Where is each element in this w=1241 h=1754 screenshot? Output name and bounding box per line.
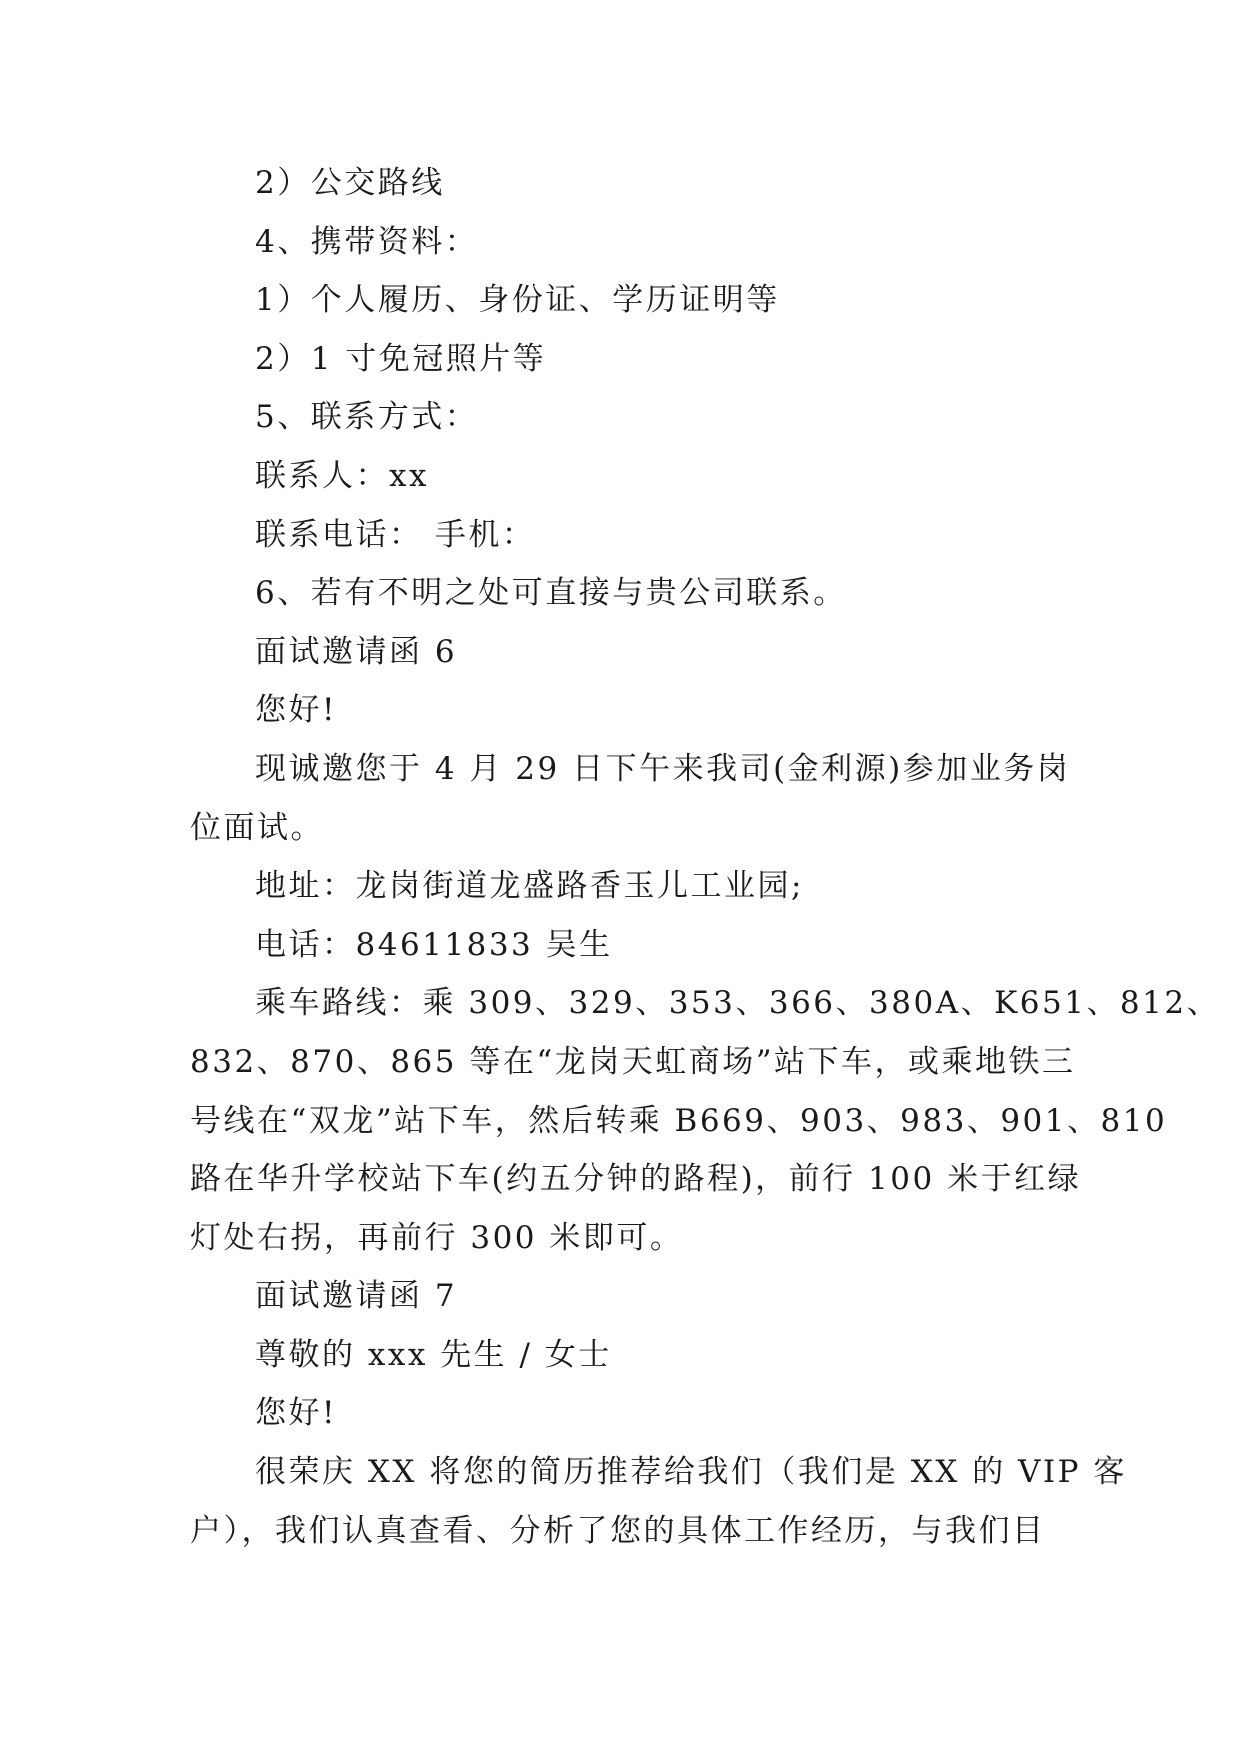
address-line: 地址：龙岗街道龙盛路香玉儿工业园;	[255, 868, 804, 905]
invitation-line-2: 位面试。	[190, 809, 324, 846]
section-heading-materials: 4、携带资料：	[255, 223, 479, 260]
letter-heading-6: 面试邀请函 6	[255, 633, 458, 670]
contact-note: 6、若有不明之处可直接与贵公司联系。	[255, 575, 847, 612]
invitation-line-1: 现诚邀您于 4 月 29 日下午来我司(金利源)参加业务岗	[255, 750, 1071, 787]
greeting-6: 您好!	[255, 692, 337, 729]
route-line-5: 灯处右拐，再前行 300 米即可。	[190, 1219, 684, 1256]
contact-person: 联系人：xx	[255, 457, 429, 494]
letter-7-line-1: 很荣庆 XX 将您的简历推荐给我们（我们是 XX 的 VIP 客	[255, 1454, 1127, 1491]
route-line-4: 路在华升学校站下车(约五分钟的路程)，前行 100 米于红绿	[190, 1161, 1082, 1198]
salutation-7: 尊敬的 xxx 先生 / 女士	[255, 1336, 612, 1373]
materials-item-2: 2）1 寸免冠照片等	[255, 340, 547, 377]
route-line-1: 乘车路线：乘 309、329、353、366、380A、K651、812、	[255, 985, 1221, 1022]
materials-item-1: 1）个人履历、身份证、学历证明等	[255, 282, 780, 319]
route-line-2: 832、870、865 等在“龙岗天虹商场”站下车，或乘地铁三	[190, 1043, 1076, 1080]
route-line-3: 号线在“双龙”站下车，然后转乘 B669、903、983、901、810	[190, 1102, 1168, 1139]
document-body	[190, 154, 1221, 1560]
letter-7-line-2: 户），我们认真查看、分析了您的具体工作经历，与我们目	[190, 1512, 1046, 1549]
section-heading-contact: 5、联系方式：	[255, 399, 479, 436]
bus-route-item: 2）公交路线	[255, 165, 445, 201]
contact-phone: 联系电话： 手机：	[255, 516, 536, 553]
greeting-7: 您好!	[255, 1395, 337, 1432]
letter-heading-7: 面试邀请函 7	[255, 1278, 458, 1315]
phone-line: 电话：84611833 吴生	[255, 926, 613, 963]
